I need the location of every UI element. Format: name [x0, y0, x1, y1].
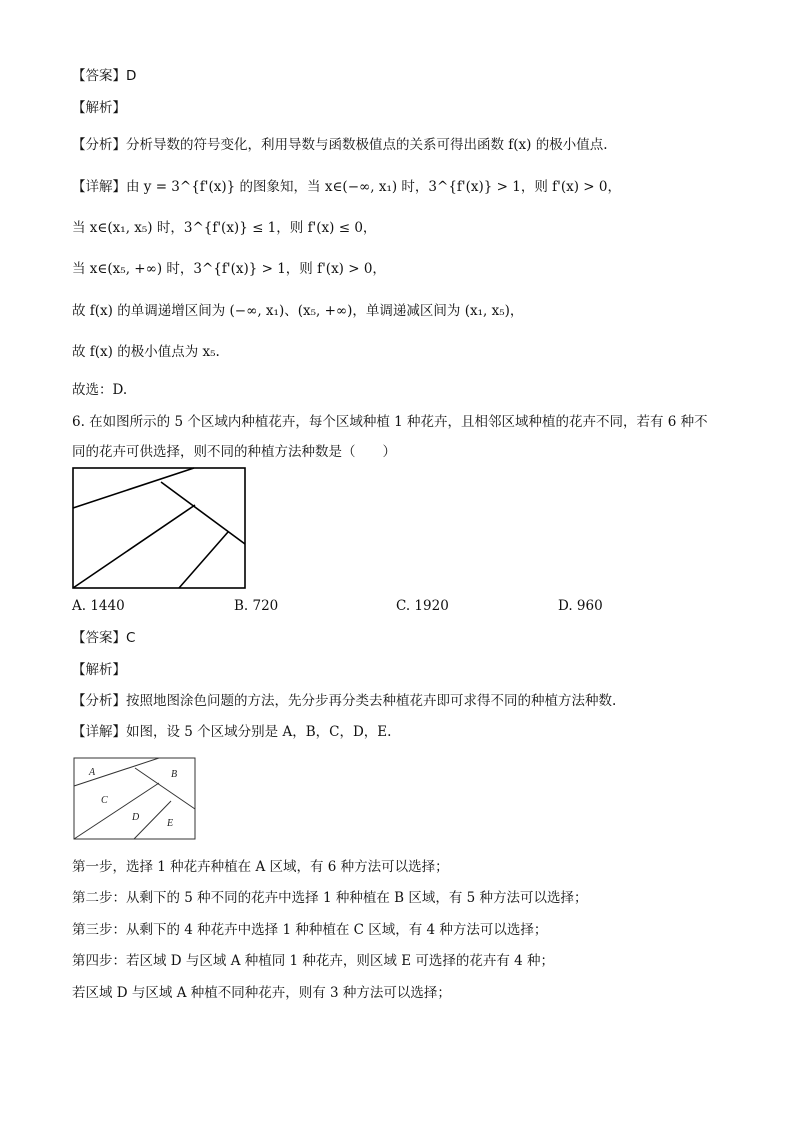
step-4: 第四步：若区域 D 与区域 A 种植同 1 种花卉，则区域 E 可选择的花卉有 4 种； [72, 953, 555, 969]
step-1: 第一步，选择 1 种花卉种植在 A 区域，有 6 种方法可以选择； [72, 859, 449, 875]
question-stem-line-2: 同的花卉可供选择，则不同的种植方法种数是（ ） [72, 444, 396, 460]
option-a: A. 1440 [72, 598, 125, 614]
analysis-heading: 【解析】 [72, 100, 126, 116]
detail-text-q6: 【详解】如图，设 5 个区域分别是 A，B，C，D，E. [72, 724, 392, 740]
analysis-text: 【分析】分析导数的符号变化，利用导数与函数极值点的关系可得出函数 f(x) 的极小值点. [72, 137, 608, 153]
option-b: B. 720 [234, 598, 279, 614]
analysis-heading-q6: 【解析】 [72, 662, 126, 678]
region-label-b: B [171, 769, 178, 780]
detail-text: 【详解】由 y = 3^{f'(x)} 的图象知，当 x∈(−∞, x₁) 时，3^{f'(x)} > 1，则 f'(x) > 0， [72, 179, 621, 195]
step-4-alt: 若区域 D 与区域 A 种植不同种花卉，则有 3 种方法可以选择； [72, 985, 451, 1001]
region-label-a: A [89, 767, 96, 778]
answer-label-q6: 【答案】C [72, 630, 136, 646]
region-label-d: D [132, 812, 140, 823]
labeled-region-diagram [73, 757, 197, 841]
answer-label: 【答案】D [72, 68, 137, 84]
region-label-e: E [167, 818, 174, 829]
choice-text: 故选：D. [72, 382, 128, 398]
monotonic-text: 故 f(x) 的单调递增区间为 (−∞, x₁)、(x₅, +∞)，单调递减区间为 (x₁, x₅)， [72, 303, 524, 319]
option-c: C. 1920 [396, 598, 449, 614]
question-stem-line-1: 6. 在如图所示的 5 个区域内种植花卉，每个区域种植 1 种花卉，且相邻区域种植的花卉不同，若有 6 种不 [72, 414, 708, 430]
case-2-text: 当 x∈(x₁, x₅) 时，3^{f'(x)} ≤ 1，则 f'(x) ≤ 0， [72, 220, 377, 236]
step-2: 第二步：从剩下的 5 种不同的花卉中选择 1 种种植在 B 区域，有 5 种方法可以选择； [72, 890, 588, 906]
minimum-point-text: 故 f(x) 的极小值点为 x₅. [72, 344, 220, 360]
option-d: D. 960 [558, 598, 603, 614]
step-3: 第三步：从剩下的 4 种花卉中选择 1 种种植在 C 区域，有 4 种方法可以选择； [72, 922, 548, 938]
analysis-text-q6: 【分析】按照地图涂色问题的方法，先分步再分类去种植花卉即可求得不同的种植方法种数. [72, 693, 617, 709]
region-diagram [72, 467, 248, 591]
case-3-text: 当 x∈(x₅, +∞) 时，3^{f'(x)} > 1，则 f'(x) > 0， [72, 261, 386, 277]
region-label-c: C [101, 795, 108, 806]
